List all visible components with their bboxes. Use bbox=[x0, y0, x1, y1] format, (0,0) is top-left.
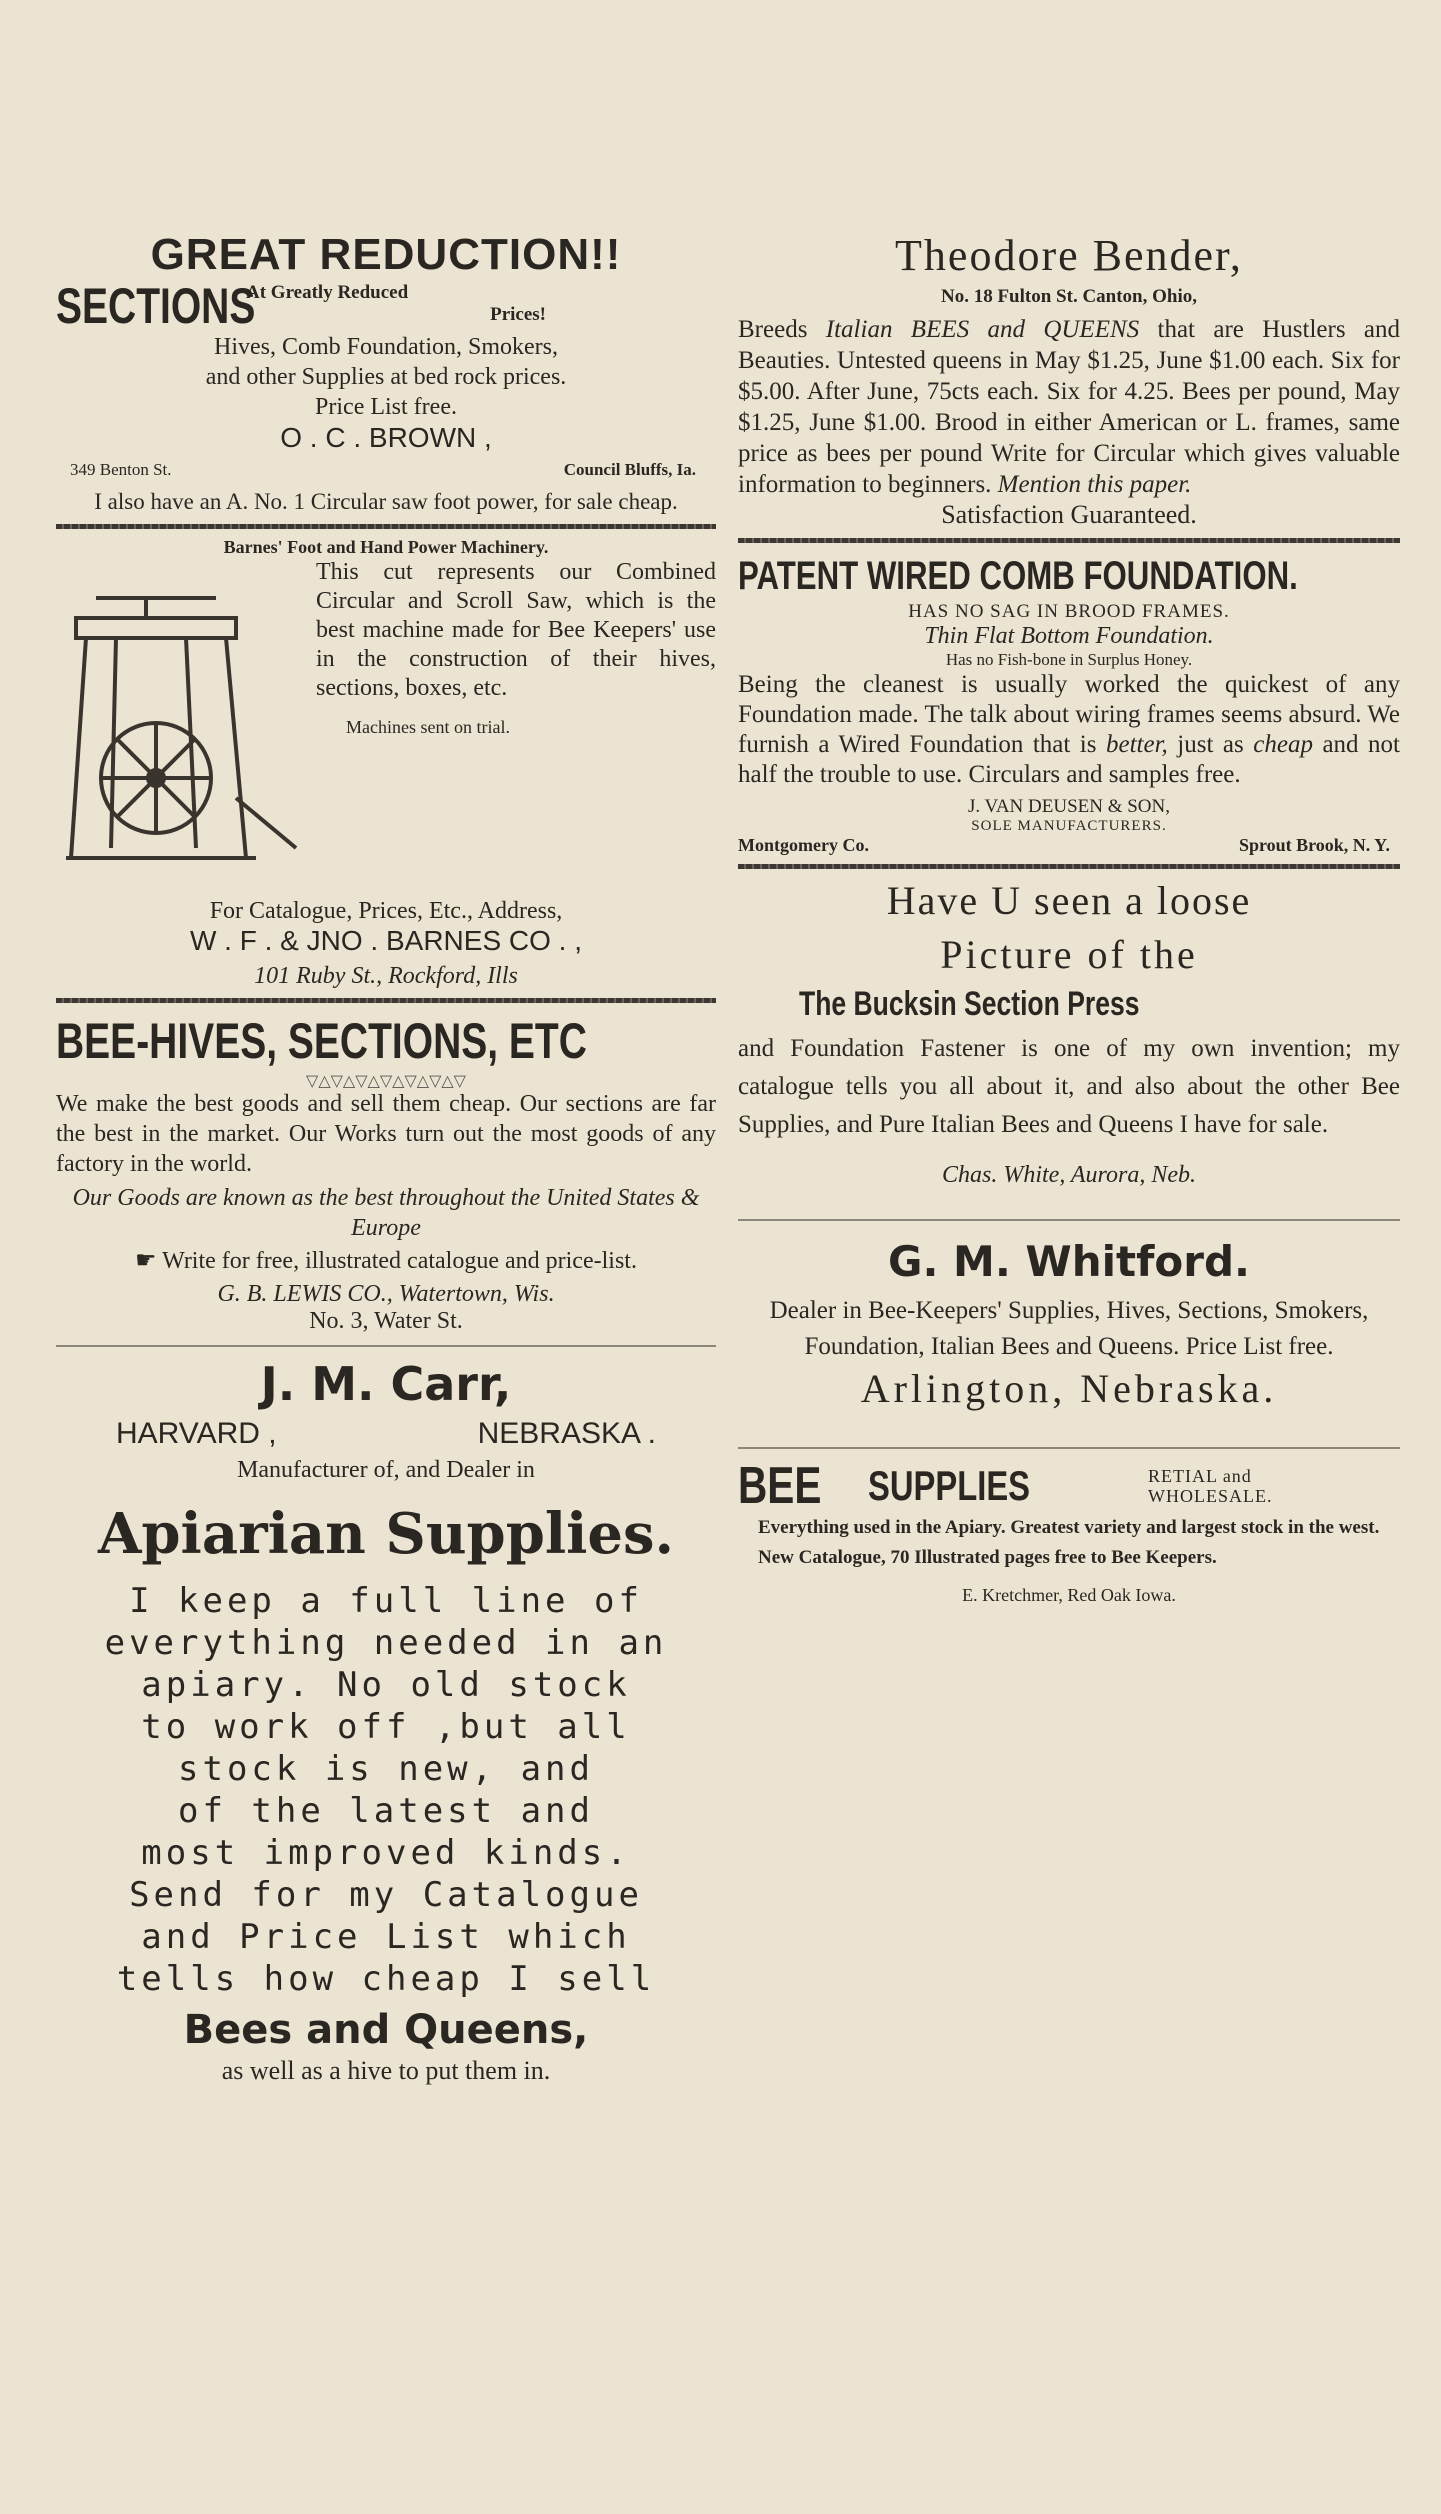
whitford-town: Arlington, Nebraska. bbox=[860, 1366, 1278, 1411]
vandeusen-ad bbox=[738, 551, 1400, 856]
lewis-street: No. 3, Water St. bbox=[309, 1308, 463, 1334]
divider bbox=[56, 524, 716, 529]
carr-manufacturer: Manufacturer of, and Dealer in bbox=[237, 1457, 535, 1483]
at-greatly-reduced: At Greatly Reduced bbox=[246, 282, 409, 303]
vandeusen-sole: SOLE MANUFACTURERS. bbox=[971, 818, 1167, 834]
barnes-location: 101 Ruby St., Rockford, Ills bbox=[254, 963, 518, 989]
barnes-company: W . F . & JNO . BARNES CO . , bbox=[189, 925, 583, 956]
lewis-italic: Our Goods are known as the best throughout the United States & Europe bbox=[72, 1185, 700, 1241]
machines-on-trial: Machines sent on trial. bbox=[346, 717, 510, 737]
brown-note: I also have an A. No. 1 Circular saw foot power, for sale cheap. bbox=[94, 489, 678, 514]
pointing-hand-icon: ☛ bbox=[135, 1248, 157, 1274]
carr-hive: as well as a hive to put them in. bbox=[221, 2056, 551, 2085]
carr-state: NEBRASKA . bbox=[477, 1417, 656, 1450]
white-ad bbox=[738, 877, 1400, 1189]
vandeusen-body-b: just as bbox=[1177, 731, 1244, 758]
carr-ad bbox=[56, 1357, 716, 2086]
divider bbox=[56, 1345, 716, 1347]
brown-name: O . C . BROWN , bbox=[280, 422, 492, 453]
retail-label: RETIAL and bbox=[1148, 1466, 1252, 1486]
carr-line: and Price List which bbox=[141, 1917, 631, 1957]
bender-address: No. 18 Fulton St. Canton, Ohio, bbox=[940, 286, 1198, 307]
bender-italian: Italian BEES and QUEENS bbox=[825, 316, 1140, 343]
divider bbox=[738, 1219, 1400, 1221]
vandeusen-body-a: Being the cleanest is usually worked the quickest of any Foundation made. The talk about wiring frames seems absurd. We furnish a Wired Foundation that is bbox=[738, 671, 1400, 758]
bender-breeds: Breeds bbox=[738, 316, 808, 343]
kretchmer-body: Everything used in the Apiary. Greatest variety and largest stock in the west. New Catalogue, 70 Illustrated pages free to Bee Keepers. bbox=[758, 1517, 1380, 1568]
lewis-body: We make the best goods and sell them cheap. Our sections are far the best in the market. Our Works turn out the most goods of any factory in the world. bbox=[56, 1091, 716, 1177]
sections-word: SECTIONS bbox=[56, 278, 256, 334]
vandeusen-better: better, bbox=[1106, 731, 1168, 758]
vandeusen-county: Montgomery Co. bbox=[738, 835, 869, 855]
bucksin-press: The Bucksin Section Press bbox=[799, 985, 1140, 1023]
vandeusen-town: Sprout Brook, N. Y. bbox=[1238, 835, 1390, 855]
barnes-ad bbox=[56, 537, 716, 990]
thin-flat-bottom: Thin Flat Bottom Foundation. bbox=[924, 623, 1214, 649]
divider bbox=[738, 864, 1400, 869]
white-line2: Picture of the bbox=[940, 932, 1198, 977]
vandeusen-body-c: and not half the trouble to use. Circulars and samples free. bbox=[738, 731, 1400, 788]
barnes-heading: Barnes' Foot and Hand Power Machinery. bbox=[223, 537, 549, 557]
carr-line: most improved kinds. bbox=[141, 1833, 631, 1873]
carr-line: Send for my Catalogue bbox=[129, 1875, 643, 1915]
bender-mention: Mention this paper. bbox=[997, 471, 1192, 498]
zigzag-ornament: ▽△▽△▽△▽△▽△▽△▽ bbox=[306, 1073, 466, 1090]
carr-line: to work off ,but all bbox=[141, 1707, 631, 1747]
vandeusen-firm: J. VAN DEUSEN & SON, bbox=[968, 796, 1170, 817]
barnes-body: This cut represents our Combined Circular and Scroll Saw, which is the best machine made for Bee Keepers' use in the construction of their hives, sections, boxes, etc. bbox=[316, 559, 716, 701]
no-sag-line: HAS NO SAG IN BROOD FRAMES. bbox=[908, 601, 1230, 622]
lewis-write: Write for free, illustrated catalogue and price-list. bbox=[162, 1248, 637, 1274]
saw-machine-illustration bbox=[56, 558, 306, 878]
bender-satisfaction: Satisfaction Guaranteed. bbox=[941, 500, 1197, 529]
divider bbox=[738, 538, 1400, 543]
wholesale-label: WHOLESALE. bbox=[1148, 1486, 1273, 1506]
bee-word: BEE bbox=[738, 1457, 822, 1515]
white-signature: Chas. White, Aurora, Neb. bbox=[941, 1162, 1196, 1188]
bender-ad bbox=[738, 230, 1400, 530]
brown-city: Council Bluffs, Ia. bbox=[563, 460, 696, 479]
carr-town: HARVARD , bbox=[116, 1417, 277, 1450]
kretchmer-signature: E. Kretchmer, Red Oak Iowa. bbox=[962, 1585, 1176, 1605]
brown-body-line2: and other Supplies at bed rock prices. bbox=[205, 364, 567, 390]
brown-street: 349 Benton St. bbox=[70, 460, 172, 479]
carr-line: stock is new, and bbox=[178, 1749, 594, 1789]
no-fishbone: Has no Fish-bone in Surplus Honey. bbox=[945, 650, 1193, 669]
brown-ad bbox=[56, 230, 716, 516]
brown-body-line1: Hives, Comb Foundation, Smokers, bbox=[213, 334, 558, 360]
whitford-body: Dealer in Bee-Keepers' Supplies, Hives, Sections, Smokers, Foundation, Italian Bees and Queens. Price List free. bbox=[769, 1297, 1369, 1360]
lewis-firm: G. B. LEWIS CO., Watertown, Wis. bbox=[217, 1281, 555, 1307]
great-reduction-headline: GREAT REDUCTION!! bbox=[150, 230, 622, 279]
patent-wired-heading: PATENT WIRED COMB FOUNDATION. bbox=[738, 554, 1298, 598]
whitford-name: G. M. Whitford. bbox=[888, 1237, 1250, 1286]
white-line1: Have U seen a loose bbox=[886, 878, 1252, 923]
lewis-ad bbox=[56, 1011, 716, 1335]
apiarian-supplies: Apiarian Supplies. bbox=[97, 1501, 675, 1567]
divider bbox=[56, 998, 716, 1003]
carr-line: apiary. No old stock bbox=[141, 1665, 631, 1705]
bender-body: that are Hustlers and Beauties. Untested queens in May $1.25, June $1.00 each. Six for $5.00. After June, 75cts each. Six for 4.25. Bees per pound, May $1.25, June $1.00. Brood in either American or L. frames, same price as bees per pound Write for Circular which gives valuable information to beginners. bbox=[738, 316, 1401, 498]
carr-line: of the latest and bbox=[178, 1791, 594, 1831]
whitford-ad bbox=[738, 1231, 1400, 1421]
left-column bbox=[56, 230, 716, 2086]
carr-name: J. M. Carr, bbox=[260, 1357, 512, 1411]
bender-name: Theodore Bender, bbox=[895, 231, 1243, 280]
prices-exclaim: Prices! bbox=[490, 304, 546, 325]
bees-and-queens: Bees and Queens, bbox=[183, 2007, 589, 2053]
barnes-address-line: For Catalogue, Prices, Etc., Address, bbox=[209, 898, 563, 924]
lewis-heading: BEE-HIVES, SECTIONS, ETC bbox=[56, 1013, 587, 1069]
carr-line: tells how cheap I sell bbox=[116, 1959, 656, 1999]
carr-line: I keep a full line of bbox=[129, 1581, 643, 1621]
right-column bbox=[738, 230, 1400, 1606]
white-body: and Foundation Fastener is one of my own invention; my catalogue tells you all about it, and also about the other Bee Supplies, and Pure Italian Bees and Queens I have for sale. bbox=[738, 1035, 1400, 1138]
kretchmer-ad bbox=[738, 1459, 1400, 1606]
carr-line: everything needed in an bbox=[104, 1623, 668, 1663]
vandeusen-cheap: cheap bbox=[1253, 731, 1313, 758]
divider bbox=[738, 1447, 1400, 1449]
price-list-free: Price List free. bbox=[315, 394, 457, 420]
supplies-word: SUPPLIES bbox=[868, 1462, 1031, 1509]
